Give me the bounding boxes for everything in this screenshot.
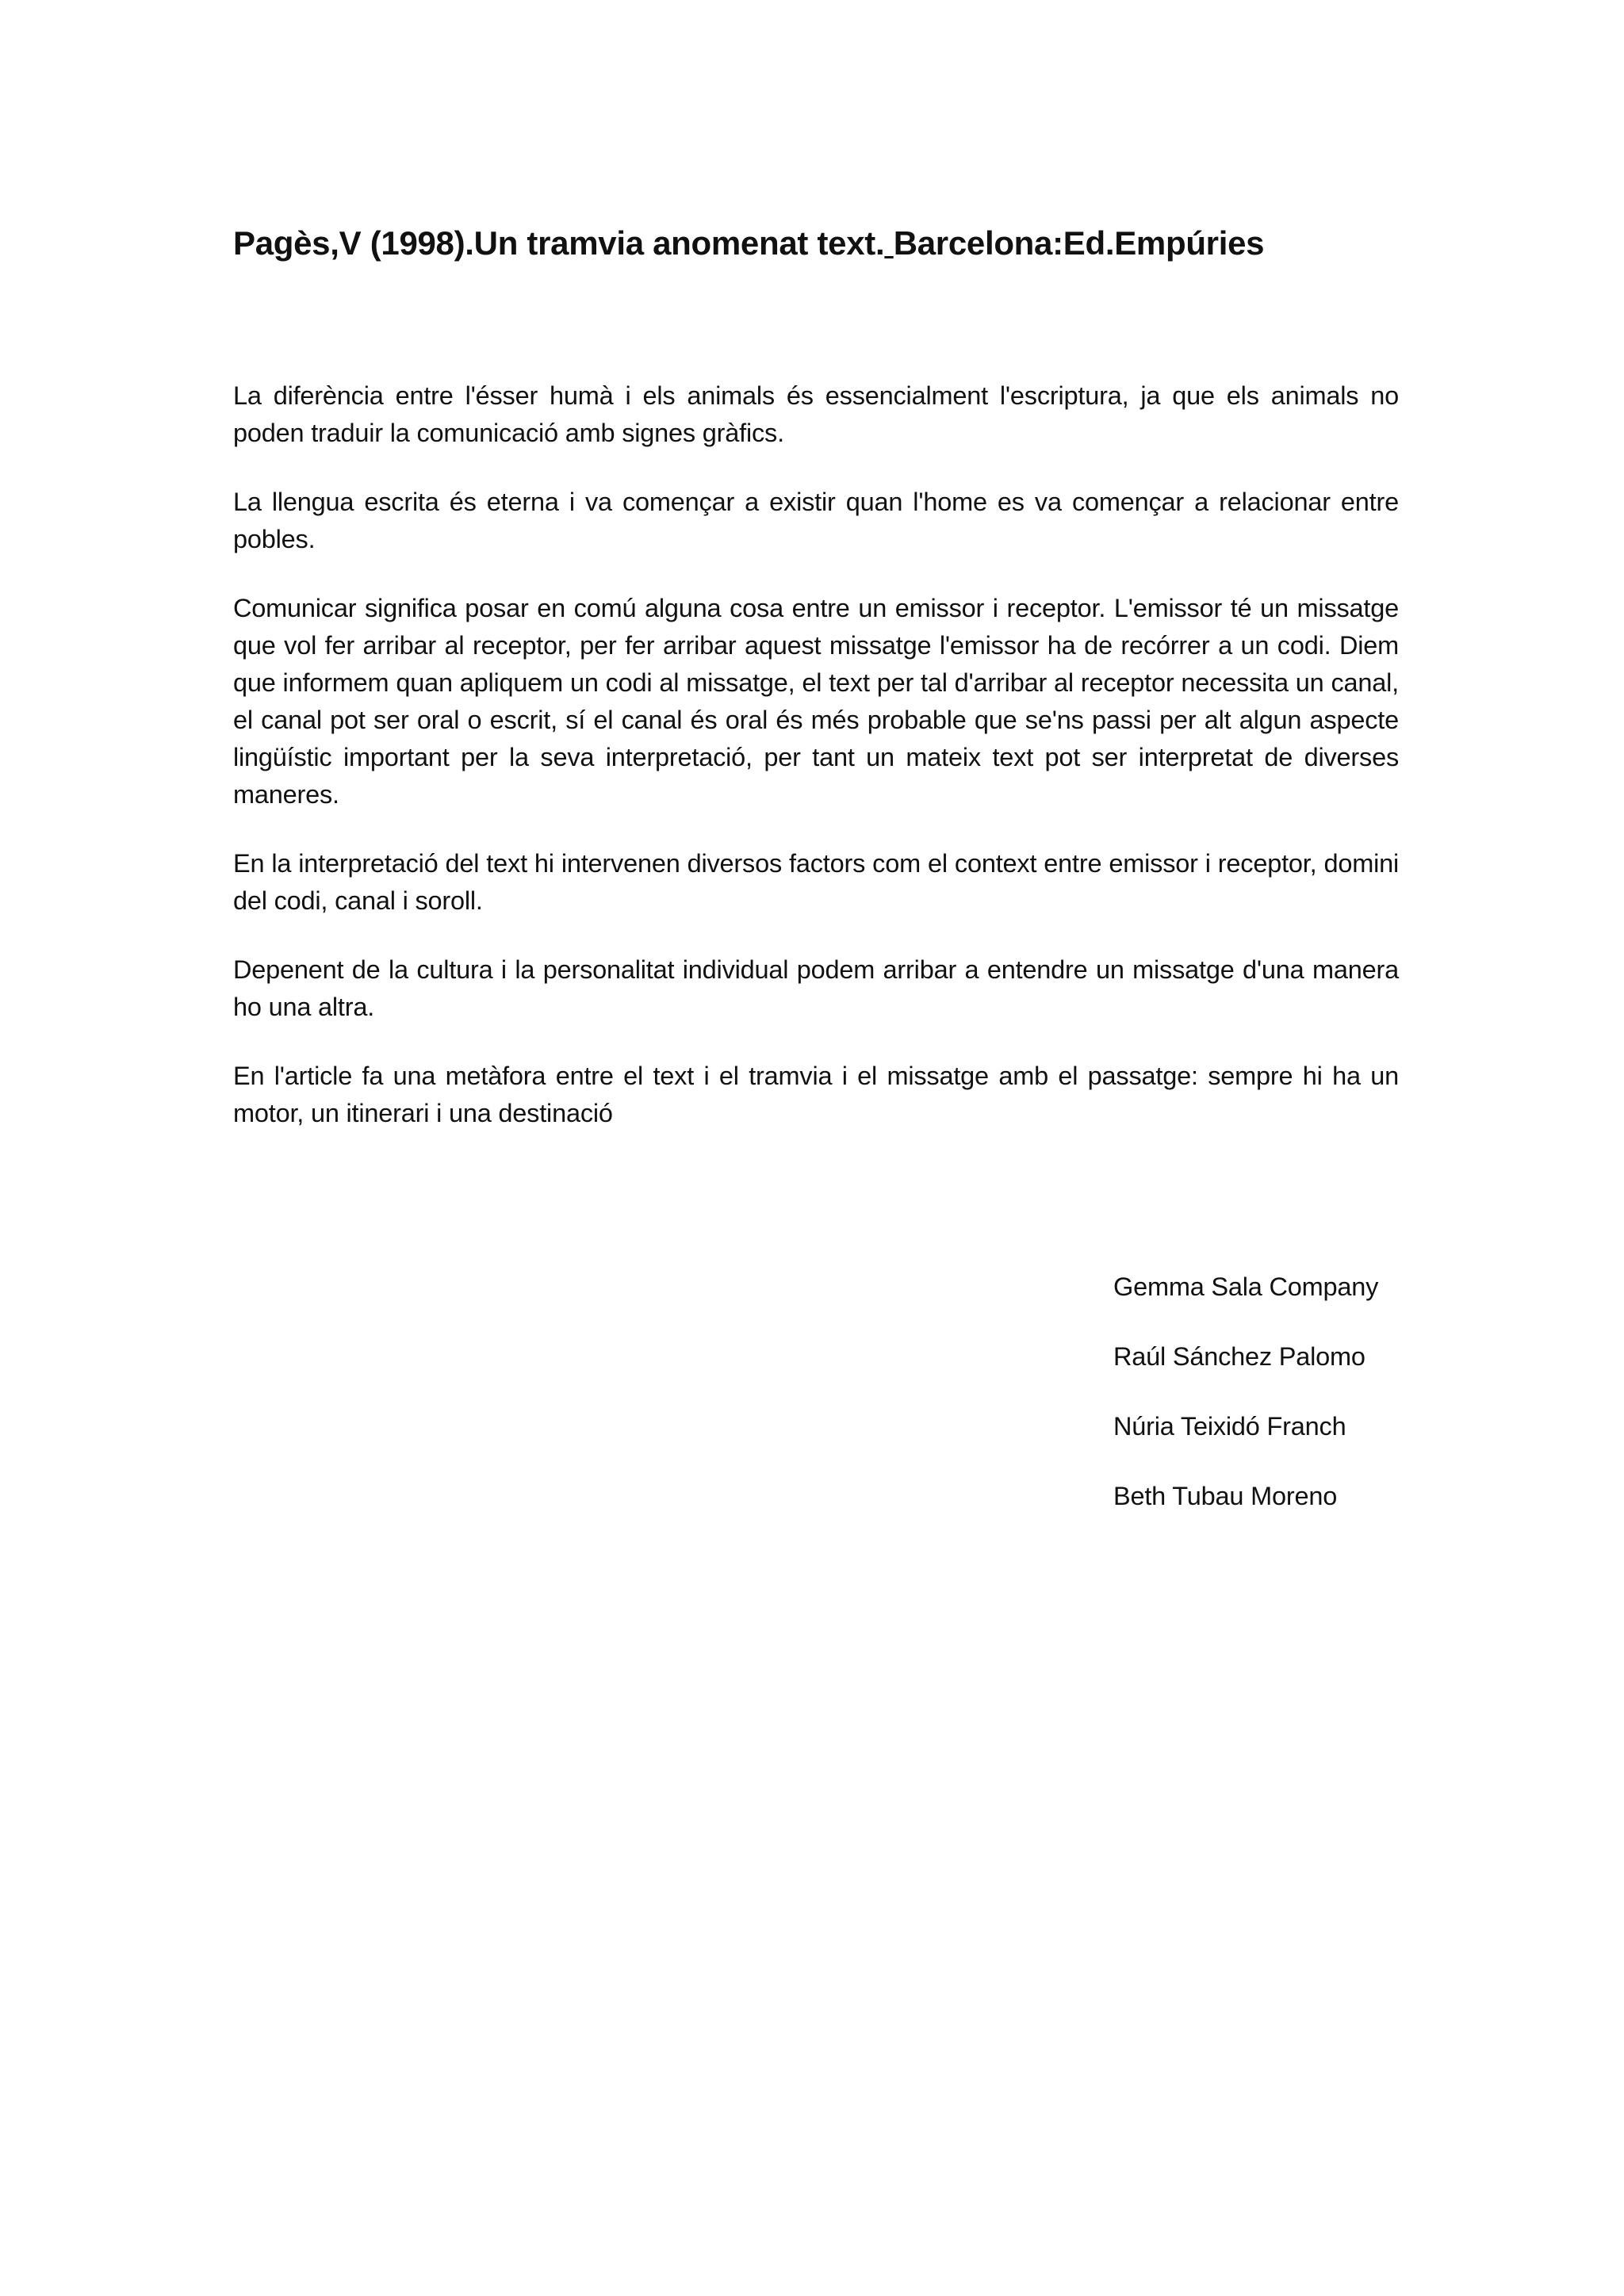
paragraph-4: En la interpretació del text hi intervenen diversos factors com el context entre emissor i receptor, domini del codi, canal i soroll. xyxy=(233,849,1399,915)
author-name: Núria Teixidó Franch xyxy=(1113,1412,1346,1441)
title-underlined-space xyxy=(884,224,893,262)
paragraph-5: Depenent de la cultura i la personalitat individual podem arribar a entendre un missatge d'una manera ho una altra. xyxy=(233,955,1399,1021)
paragraph-6: En l'article fa una metàfora entre el text i el tramvia i el missatge amb el passatge: sempre hi ha un motor, un itinerari i una destinació xyxy=(233,1062,1399,1127)
author-name: Gemma Sala Company xyxy=(1113,1272,1379,1301)
summary-body xyxy=(233,377,1399,1164)
reference-title xyxy=(233,224,1423,263)
paragraph-2: La llengua escrita és eterna i va començar a existir quan l'home es va començar a relacionar entre pobles. xyxy=(233,488,1399,553)
author-name: Beth Tubau Moreno xyxy=(1113,1482,1338,1510)
title-citation: Pagès,V (1998).Un tramvia anomenat text. xyxy=(233,224,885,262)
author-name: Raúl Sánchez Palomo xyxy=(1113,1342,1365,1371)
paragraph-1: La diferència entre l'ésser humà i els animals és essencialment l'escriptura, ja que els animals no poden traduir la comunicació amb signes gràfics. xyxy=(233,381,1399,447)
title-publisher: Barcelona:Ed.Empúries xyxy=(893,224,1265,262)
author-list xyxy=(1113,1269,1589,1548)
paragraph-3: Comunicar significa posar en comú alguna cosa entre un emissor i receptor. L'emissor té un missatge que vol fer arribar al receptor, per fer arribar aquest missatge l'emissor ha de recórrer a un codi. Diem que informem quan apliquem un codi al missatge, el text per tal d'arribar al receptor necessita un canal, el canal pot ser oral o escrit, sí el canal és oral és més probable que se'ns passi per alt algun aspecte lingüístic important per la seva interpretació, per tant un mateix text pot ser interpretat de diverses maneres. xyxy=(233,594,1399,809)
